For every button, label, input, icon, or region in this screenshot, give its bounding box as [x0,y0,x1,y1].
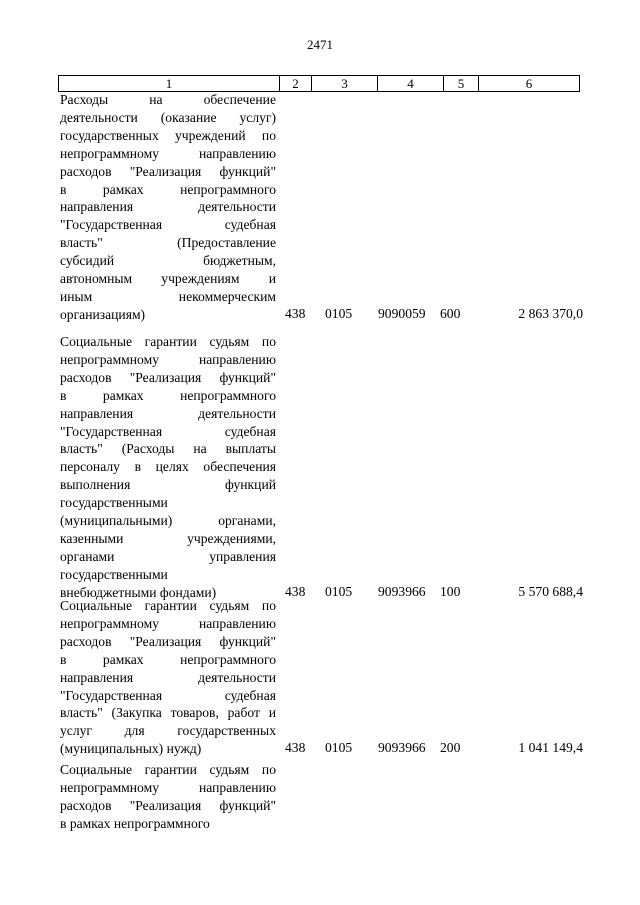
description-line: в рамках непрограммного [60,181,276,197]
header-col-2: 2 [279,76,311,91]
row-description [60,597,276,758]
description-line: власть" (Расходы на выплаты [60,441,276,457]
description-line: Социальные гарантии судьям по [60,334,276,349]
description-line: направления деятельности [60,199,276,215]
description-line: государственными [60,495,168,511]
row-description [60,333,276,602]
row-description [60,91,276,324]
row-expense-type: 100 [440,583,461,599]
row-amount: 1 041 149,4 [518,740,583,756]
description-line: персоналу в целях обеспечения [60,459,276,475]
table-header-row [58,75,580,92]
description-line: казенными учреждениями, [60,530,276,546]
header-col-1: 1 [165,76,173,91]
row-description [60,761,276,833]
description-line: автономным учреждениям и [60,271,276,287]
description-line: непрограммному направлению [60,351,276,367]
description-line: иным некоммерческим [60,288,276,304]
description-line: власть" (Закупка товаров, работ и [60,705,276,721]
description-line: деятельности (оказание услуг) [60,109,276,125]
description-line: расходов "Реализация функций" [60,797,276,813]
description-line: "Государственная судебная [60,423,276,439]
row-amount: 2 863 370,0 [518,305,583,321]
description-line: непрограммному направлению [60,779,276,795]
description-line: непрограммному направлению [60,615,276,631]
description-line: направления деятельности [60,669,276,685]
description-line: направления деятельности [60,405,276,421]
row-amount: 5 570 688,4 [518,583,583,599]
header-col-4: 4 [377,76,443,91]
description-line: непрограммному направлению [60,145,276,161]
description-line: "Государственная судебная [60,687,276,703]
row-ministry-code: 438 [285,305,306,321]
description-line: Расходы на обеспечение [60,92,276,107]
description-line: расходов "Реализация функций" [60,369,276,385]
description-line: в рамках непрограммного [60,651,276,667]
row-target-article: 9090059 [378,305,426,321]
description-line: (муниципальными) органами, [60,513,276,529]
row-section-code: 0105 [325,740,353,756]
description-line: выполнения функций [60,477,276,493]
description-line: внебюджетными фондами) [60,584,217,600]
description-line: расходов "Реализация функций" [60,633,276,649]
description-line: Социальные гарантии судьям по [60,598,276,613]
row-section-code: 0105 [325,583,353,599]
row-ministry-code: 438 [285,740,306,756]
description-line: расходов "Реализация функций" [60,163,276,179]
row-target-article: 9093966 [378,583,426,599]
header-col-6: 6 [478,76,579,91]
description-line: органами управления [60,548,276,564]
description-line: "Государственная судебная [60,217,276,233]
description-line: государственных учреждений по [60,127,276,143]
page-number: 2471 [307,37,333,52]
row-expense-type: 600 [440,305,461,321]
row-target-article: 9093966 [378,740,426,756]
description-line: государственными [60,566,168,582]
description-line: Социальные гарантии судьям по [60,762,276,777]
header-col-3: 3 [311,76,377,91]
description-line: организациям) [60,306,146,322]
description-line: субсидий бюджетным, [60,253,276,269]
description-line: в рамках непрограммного [60,387,276,403]
description-line: услуг для государственных [60,723,276,739]
header-col-5: 5 [443,76,478,91]
row-section-code: 0105 [325,305,353,321]
row-expense-type: 200 [440,740,461,756]
description-line: (муниципальных) нужд) [60,741,202,757]
description-line: в рамках непрограммного [60,815,210,831]
description-line: власть" (Предоставление [60,235,276,251]
row-ministry-code: 438 [285,583,306,599]
